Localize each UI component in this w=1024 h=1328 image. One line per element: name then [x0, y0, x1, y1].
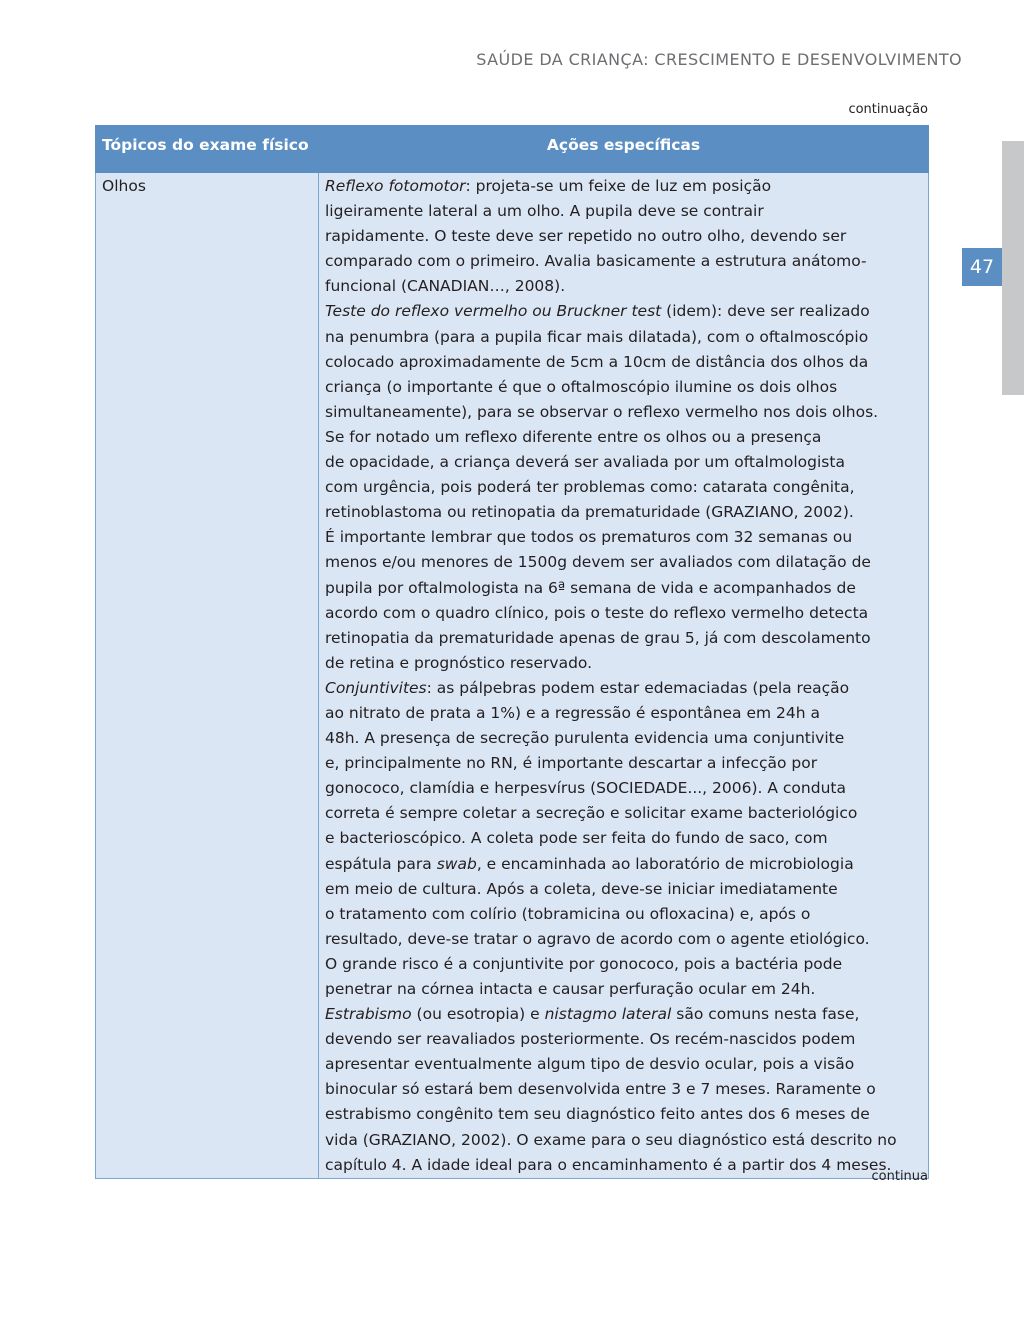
text-line [325, 550, 923, 575]
text-line [325, 626, 923, 651]
text-segment: pupila por oftalmologista na 6ª semana de vida e acompanhados de [325, 578, 856, 597]
text-line [325, 1027, 923, 1052]
text-line [325, 299, 923, 324]
text-line [325, 350, 923, 375]
text-segment: acordo com o quadro clínico, pois o teste do reflexo vermelho detecta [325, 603, 869, 622]
text-segment: É importante lembrar que todos os prematuros com 32 semanas ou [325, 528, 853, 547]
topic-cell: Olhos [96, 173, 319, 1179]
text-line [325, 977, 923, 1002]
text-segment: criança (o importante é que o oftalmoscópio ilumine os dois olhos [325, 377, 838, 396]
text-segment: (ou esotropia) e [411, 1005, 545, 1024]
text-line [325, 199, 923, 224]
text-line [325, 1128, 923, 1153]
text-line [325, 475, 923, 500]
text-line [325, 1077, 923, 1102]
text-line [325, 525, 923, 550]
text-segment: , e encaminhada ao laboratório de microbiologia [476, 854, 854, 873]
text-line [325, 274, 923, 299]
text-segment: devendo ser reavaliados posteriormente. Os recém-nascidos podem [325, 1030, 856, 1049]
text-line [325, 877, 923, 902]
header-actions: Ações específicas [319, 126, 929, 173]
text-segment: colocado aproximadamente de 5cm a 10cm de distância dos olhos da [325, 352, 869, 371]
text-line [325, 826, 923, 851]
text-segment: e, principalmente no RN, é importante descartar a infecção por [325, 754, 818, 773]
text-line [325, 651, 923, 676]
text-segment: retinoblastoma ou retinopatia da prematuridade (GRAZIANO, 2002). [325, 503, 854, 522]
text-line [325, 952, 923, 977]
text-segment: são comuns nesta fase, [671, 1005, 860, 1024]
text-segment: : as pálpebras podem estar edemaciadas (pela reação [426, 678, 850, 697]
italic-term: Teste do reflexo vermelho ou Bruckner test [325, 302, 662, 321]
text-line [325, 1153, 923, 1178]
text-segment: gonococo, clamídia e herpesvírus (SOCIEDADE..., 2006). A conduta [325, 779, 846, 798]
text-segment: Se for notado um reflexo diferente entre os olhos ou a presença [325, 427, 822, 446]
text-segment: rapidamente. O teste deve ser repetido no outro olho, devendo ser [325, 227, 847, 246]
text-line [325, 601, 923, 626]
text-segment: menos e/ou menores de 1500g devem ser avaliados com dilatação de [325, 553, 871, 572]
text-line [325, 174, 923, 199]
italic-term: Conjuntivites [325, 678, 427, 697]
table-row [96, 173, 929, 1179]
text-segment: na penumbra (para a pupila ficar mais dilatada), com o oftalmoscópio [325, 327, 869, 346]
text-segment: correta é sempre coletar a secreção e solicitar exame bacteriológico [325, 804, 858, 823]
text-segment: estrabismo congênito tem seu diagnóstico feito antes dos 6 meses de [325, 1105, 870, 1124]
text-segment: e bacterioscópico. A coleta pode ser feita do fundo de saco, com [325, 829, 828, 848]
side-tab-bar [1002, 141, 1024, 395]
text-line [325, 1052, 923, 1077]
text-segment: 48h. A presença de secreção purulenta evidencia uma conjuntivite [325, 729, 845, 748]
text-segment: apresentar eventualmente algum tipo de desvio ocular, pois a visão [325, 1055, 855, 1074]
actions-cell [319, 173, 929, 1179]
text-segment: comparado com o primeiro. Avalia basicamente a estrutura anátomo- [325, 252, 867, 271]
text-segment: com urgência, pois poderá ter problemas como: catarata congênita, [325, 478, 855, 497]
text-segment: simultaneamente), para se observar o reflexo vermelho nos dois olhos. [325, 402, 879, 421]
italic-term: Estrabismo [325, 1005, 412, 1024]
text-line [325, 902, 923, 927]
text-segment: de opacidade, a criança deverá ser avaliada por um oftalmologista [325, 453, 845, 472]
text-segment: retinopatia da prematuridade apenas de grau 5, já com descolamento [325, 628, 871, 647]
continuation-label-bottom: continua [871, 1169, 928, 1184]
text-segment: resultado, deve-se tratar o agravo de acordo com o agente etiológico. [325, 929, 870, 948]
text-segment: espátula para [325, 854, 437, 873]
text-line [325, 224, 923, 249]
text-segment: capítulo 4. A idade ideal para o encaminhamento é a partir dos 4 meses. [325, 1155, 892, 1174]
text-segment: penetrar na córnea intacta e causar perfuração ocular em 24h. [325, 980, 816, 998]
table-header-row [96, 126, 929, 173]
text-line [325, 249, 923, 274]
text-segment: em meio de cultura. Após a coleta, deve-se iniciar imediatamente [325, 879, 838, 898]
text-line [325, 450, 923, 475]
text-line [325, 1002, 923, 1027]
text-segment: O grande risco é a conjuntivite por gonococo, pois a bactéria pode [325, 954, 843, 973]
text-line [325, 325, 923, 350]
text-line [325, 400, 923, 425]
text-line [325, 701, 923, 726]
text-segment: funcional (CANADIAN…, 2008). [325, 277, 566, 296]
text-segment: ao nitrato de prata a 1%) e a regressão é espontânea em 24h a [325, 703, 821, 722]
header-topics: Tópicos do exame físico [96, 126, 319, 173]
text-segment: (idem): deve ser realizado [661, 302, 870, 321]
text-line [325, 852, 923, 877]
text-line [325, 676, 923, 701]
text-segment: vida (GRAZIANO, 2002). O exame para o seu diagnóstico está descrito no [325, 1130, 897, 1149]
text-line [325, 776, 923, 801]
text-segment: binocular só estará bem desenvolvida entre 3 e 7 meses. Raramente o [325, 1080, 876, 1099]
running-header: SAÚDE DA CRIANÇA: CRESCIMENTO E DESENVOLVIMENTO [476, 50, 962, 69]
text-line [325, 927, 923, 952]
text-segment: de retina e prognóstico reservado. [325, 653, 593, 672]
text-line [325, 425, 923, 450]
continuation-label-top: continuação [848, 102, 928, 117]
text-line [325, 1102, 923, 1127]
text-segment: o tratamento com colírio (tobramicina ou ofloxacina) e, após o [325, 904, 811, 923]
italic-term: swab [436, 854, 477, 873]
exam-table [95, 125, 929, 1179]
text-segment: ligeiramente lateral a um olho. A pupila deve se contrair [325, 202, 764, 221]
page-number: 47 [962, 248, 1002, 286]
text-line [325, 801, 923, 826]
text-line [325, 751, 923, 776]
text-segment: : projeta-se um feixe de luz em posição [465, 177, 772, 195]
text-line [325, 375, 923, 400]
italic-term: Reflexo fotomotor [325, 177, 466, 195]
text-line [325, 576, 923, 601]
text-line [325, 500, 923, 525]
text-line [325, 726, 923, 751]
italic-term: nistagmo lateral [544, 1005, 672, 1024]
